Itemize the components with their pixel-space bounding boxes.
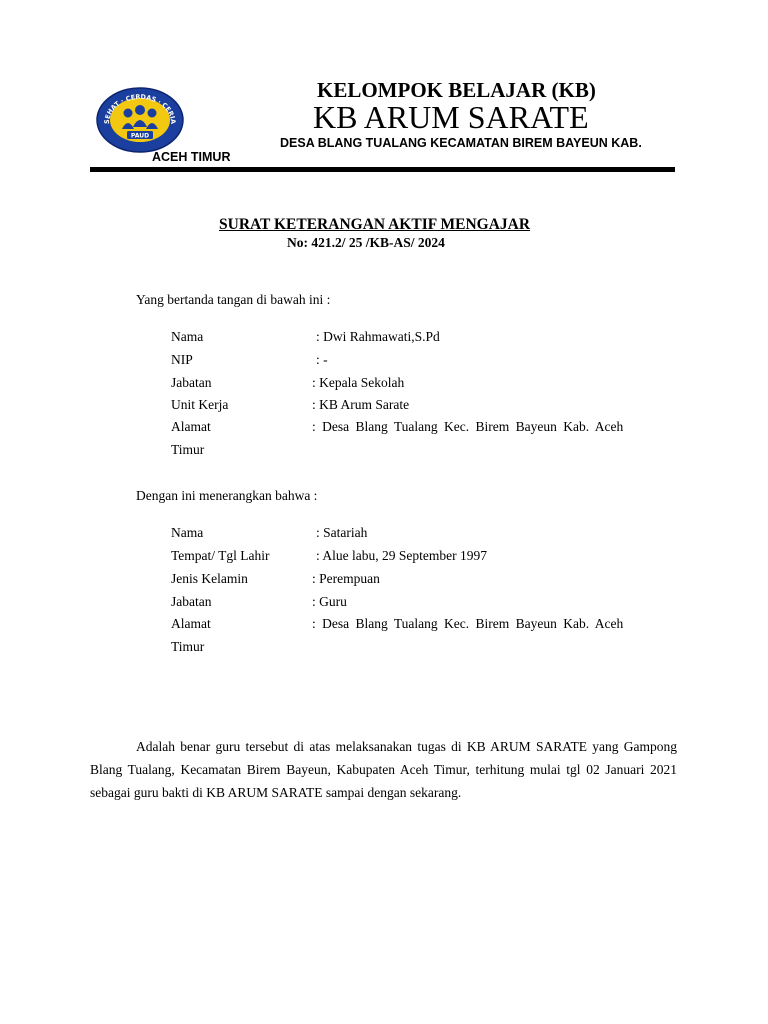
signer-address-cont: Timur: [171, 442, 205, 457]
kop-institution-type: KELOMPOK BELAJAR (KB): [317, 78, 596, 102]
field-value: : Satariah: [316, 525, 368, 540]
field-label: Nama: [171, 525, 204, 540]
field-label: Alamat: [171, 616, 211, 631]
paud-logo: [96, 87, 184, 153]
field-value: : Alue labu, 29 September 1997: [316, 548, 487, 563]
declare-text: Dengan ini menerangkan bahwa :: [136, 488, 318, 503]
letter-number: No: 421.2/ 25 /KB-AS/ 2024: [287, 235, 445, 250]
field-value: : Perempuan: [312, 571, 380, 586]
field-label: NIP: [171, 352, 193, 367]
letterhead-divider: [90, 167, 675, 172]
field-value: : Desa Blang Tualang Kec. Birem Bayeun Kab. Aceh: [312, 419, 624, 434]
kop-address: DESA BLANG TUALANG KECAMATAN BIREM BAYEUN KAB.: [280, 136, 642, 150]
field-value: : Dwi Rahmawati,S.Pd: [316, 329, 440, 344]
kop-address-cont: ACEH TIMUR: [152, 150, 231, 164]
field-label: Tempat/ Tgl Lahir: [171, 548, 270, 563]
signer-nip-row: [171, 352, 677, 372]
field-label: Alamat: [171, 419, 211, 434]
teacher-birth-row: [171, 548, 677, 568]
logo-arc-text: SEHAT · CERDAS · CERIA: [102, 92, 178, 125]
field-label: Nama: [171, 329, 204, 344]
teacher-address-row: [171, 616, 677, 636]
field-label: Jenis Kelamin: [171, 571, 248, 586]
field-value: : -: [316, 352, 328, 367]
field-label: Jabatan: [171, 375, 212, 390]
field-value: : Guru: [312, 594, 347, 609]
signer-position-row: [171, 375, 677, 395]
teacher-gender-row: [171, 571, 677, 591]
field-value: : Desa Blang Tualang Kec. Birem Bayeun Kab. Aceh: [312, 616, 624, 631]
logo-label: PAUD: [130, 132, 150, 140]
field-label: Unit Kerja: [171, 397, 229, 412]
field-value: : KB Arum Sarate: [312, 397, 410, 412]
teacher-address-cont: Timur: [171, 639, 205, 654]
kop-institution-name: KB ARUM SARATE: [313, 99, 589, 135]
signer-name-row: [171, 329, 677, 349]
letter-title: SURAT KETERANGAN AKTIF MENGAJAR: [219, 216, 531, 233]
signer-address-row: [171, 419, 677, 439]
teacher-name-row: [171, 525, 677, 545]
teacher-position-row: [171, 594, 677, 614]
intro-text: Yang bertanda tangan di bawah ini :: [136, 292, 331, 307]
signer-unit-row: [171, 397, 677, 417]
field-label: Jabatan: [171, 594, 212, 609]
field-value: : Kepala Sekolah: [312, 375, 405, 390]
statement-paragraph: Adalah benar guru tersebut di atas melaksanakan tugas di KB ARUM SARATE yang Gampong Blang Tualang, Kecamatan Birem Bayeun, Kabupaten Aceh Timur, terhitung mulai tgl 02 Januari 2021 sebagai guru bakti di KB ARUM SARATE sampai dengan sekarang.: [90, 739, 677, 800]
